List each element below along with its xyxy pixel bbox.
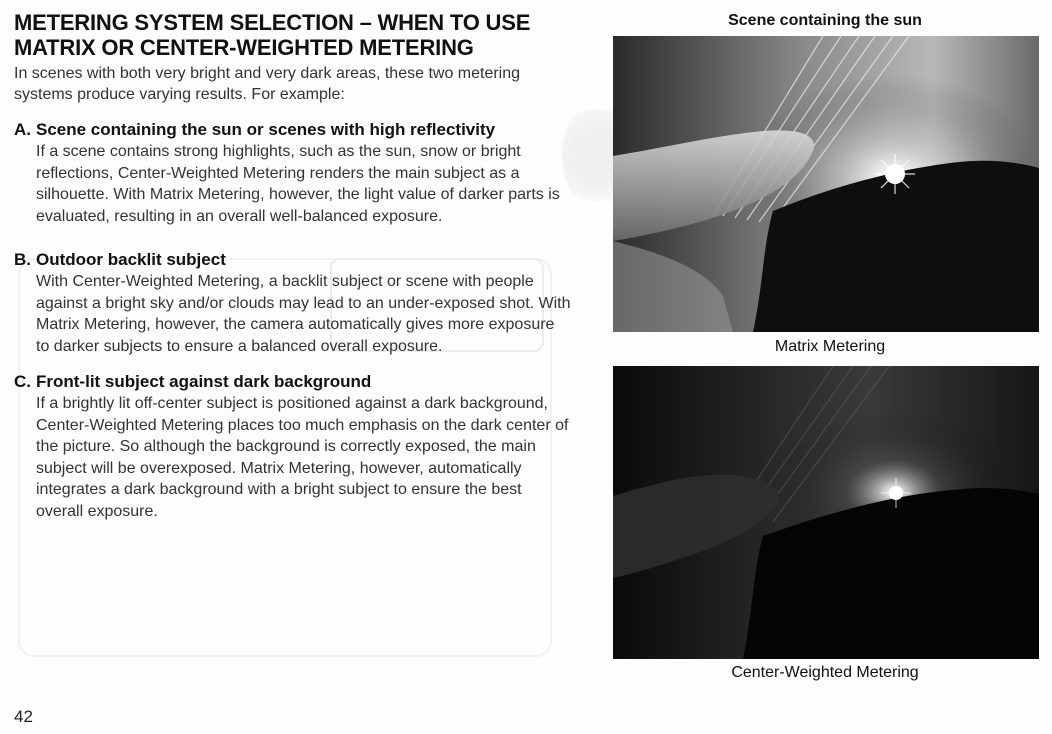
section-letter: B. (14, 250, 31, 269)
section-heading (14, 249, 584, 270)
section-letter: A. (14, 120, 31, 139)
section-body: If a scene contains strong highlights, such as the sun, snow or bright reflections, Center-Weighted Metering renders the main subject as a silhouette. With Matrix Metering, however, the light value of darker parts is evaluated, resulting in an overall well-balanced exposure. (36, 143, 560, 225)
section-a (14, 119, 584, 227)
section-heading (14, 119, 584, 140)
matrix-metering-caption: Matrix Metering (774, 338, 886, 355)
section-heading-text: Front-lit subject against dark background (36, 372, 372, 391)
section-letter: C. (14, 372, 31, 391)
page-title: METERING SYSTEM SELECTION – WHEN TO USE MATRIX OR CENTER-WEIGHTED METERING (14, 10, 531, 60)
section-c (14, 371, 584, 522)
center-weighted-photo-graphic (613, 366, 1039, 659)
center-weighted-caption: Center-Weighted Metering (731, 664, 919, 681)
matrix-metering-photo (613, 36, 1039, 332)
section-heading-text: Outdoor backlit subject (36, 250, 226, 269)
page-number: 42 (14, 707, 33, 726)
section-b (14, 249, 584, 357)
text-column (14, 10, 584, 522)
section-heading-text: Scene containing the sun or scenes with high reflectivity (36, 120, 496, 139)
figure-title: Scene containing the sun (728, 12, 922, 29)
section-heading (14, 371, 584, 392)
intro-paragraph: In scenes with both very bright and very dark areas, these two metering systems produce varying results. For example: (14, 65, 521, 103)
section-body: With Center-Weighted Metering, a backlit subject or scene with people against a bright sky and/or clouds may lead to an under-exposed shot. With Matrix Metering, however, the camera automatically gives more exposure to darker subjects to ensure a balanced overall exposure. (36, 273, 571, 355)
matrix-photo-graphic (613, 36, 1039, 332)
center-weighted-photo (613, 366, 1039, 659)
section-body: If a brightly lit off-center subject is positioned against a dark background, Center-Weighted Metering places too much emphasis on the dark center of the picture. So although the background is correctly exposed, the main subject will be overexposed. Matrix Metering, however, automatically integrates a dark background with a bright subject to ensure the best overall exposure. (36, 395, 569, 520)
